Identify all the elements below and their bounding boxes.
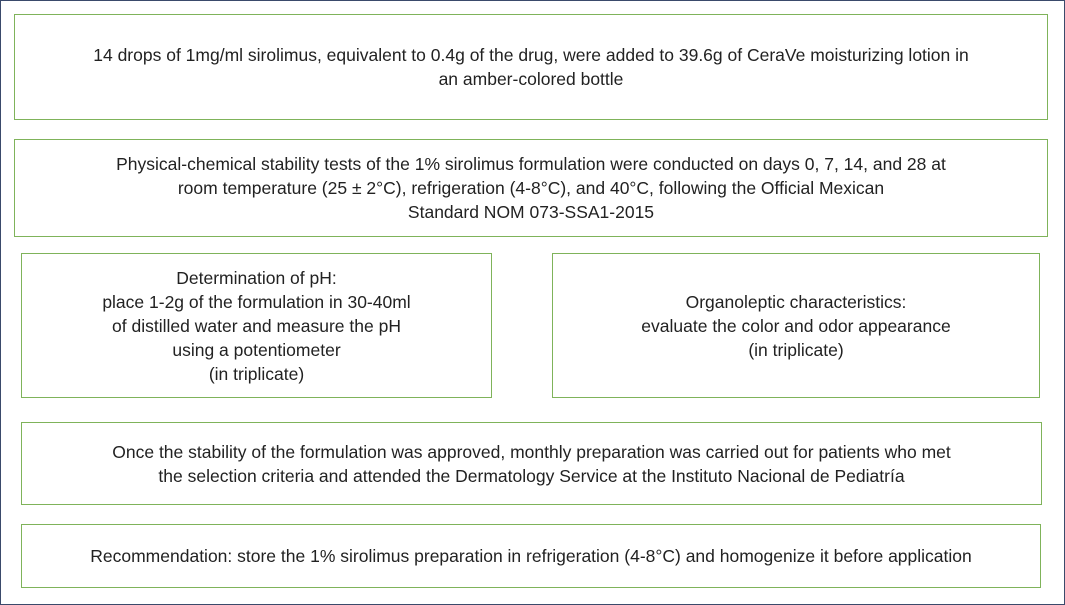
box-text-line: Once the stability of the formulation was approved, monthly preparation was carried out for patients who met — [112, 441, 951, 462]
box-text-line: Organoleptic characteristics: — [685, 291, 907, 312]
monthly-preparation-box — [21, 422, 1042, 505]
recommendation-box — [21, 524, 1041, 588]
box-text-line: Physical-chemical stability tests of the 1% sirolimus formulation were conducted on days 0, 7, 14, and 28 at — [116, 154, 946, 174]
preparation-box — [14, 14, 1048, 120]
box-text-line: of distilled water and measure the pH — [112, 315, 401, 336]
box-text-line: evaluate the color and odor appearance — [641, 315, 951, 336]
box-text-line: place 1-2g of the formulation in 30-40ml — [102, 291, 411, 312]
box-text-line: (in triplicate) — [748, 339, 844, 360]
ph-determination-box — [21, 253, 492, 398]
box-text-line: 14 drops of 1mg/ml sirolimus, equivalent to 0.4g of the drug, were added to 39.6g of CeraVe moisturizing lotion in — [93, 45, 969, 65]
stability-tests-box — [14, 139, 1048, 237]
box-text-line: room temperature (25 ± 2°C), refrigeration (4-8°C), and 40°C, following the Official Mexican — [177, 178, 885, 198]
organoleptic-box — [552, 253, 1040, 398]
box-text-line: Recommendation: store the 1% sirolimus preparation in refrigeration (4-8°C) and homogenize it before application — [90, 546, 972, 566]
box-text-line: (in triplicate) — [208, 363, 305, 384]
box-text-line: using a potentiometer — [172, 339, 341, 360]
box-text-line: Determination of pH: — [176, 267, 337, 288]
box-text-line: Standard NOM 073-SSA1-2015 — [407, 202, 655, 222]
box-text-line: an amber-colored bottle — [438, 69, 624, 89]
box-text-line: the selection criteria and attended the Dermatology Service at the Instituto Nacional de Pediatría — [158, 465, 905, 486]
